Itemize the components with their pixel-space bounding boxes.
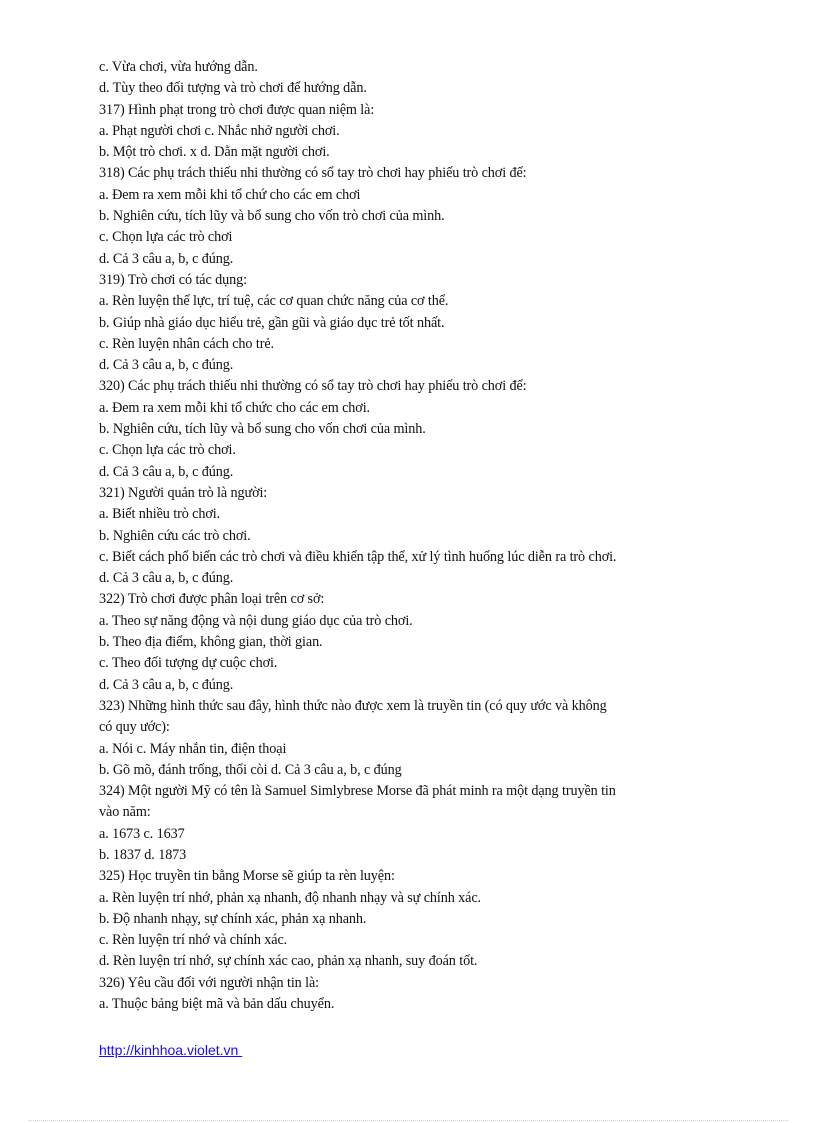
answer-line: b. Độ nhanh nhạy, sự chính xác, phản xạ nhanh.: [99, 910, 367, 927]
text-line: d. Tùy theo đối tượng và trò chơi để hướng dẫn.: [99, 80, 367, 97]
question-line: 320) Các phụ trách thiếu nhi thường có sổ tay trò chơi hay phiếu trò chơi để:: [99, 378, 527, 395]
answer-line: b. Một trò chơi. x d. Dằn mặt người chơi.: [99, 144, 330, 161]
footer-website-link[interactable]: http://kinhhoa.violet.vn: [99, 1042, 243, 1058]
answer-line: d. Cả 3 câu a, b, c đúng.: [99, 250, 234, 267]
answer-line: c. Theo đối tượng dự cuộc chơi.: [99, 655, 278, 672]
answer-line: c. Chọn lựa các trò chơi: [99, 229, 233, 246]
answer-line: b. Nghiên cứu, tích lũy và bổ sung cho vốn trò chơi của mình.: [99, 208, 445, 225]
question-line: 325) Học truyền tin bằng Morse sẽ giúp ta rèn luyện:: [99, 868, 395, 885]
answer-line: a. Nói c. Máy nhắn tin, điện thoại: [99, 740, 287, 757]
page-bottom-divider: [28, 1120, 788, 1121]
question-line: 319) Trò chơi có tác dụng:: [99, 271, 247, 288]
answer-line: a. Biết nhiều trò chơi.: [99, 506, 221, 523]
answer-line: b. Theo địa điểm, không gian, thời gian.: [99, 634, 323, 651]
question-line: 324) Một người Mỹ có tên là Samuel Simlybrese Morse đã phát minh ra một dạng truyền tin: [99, 783, 616, 800]
question-line-continued: có quy ước):: [99, 719, 170, 736]
answer-line: d. Cả 3 câu a, b, c đúng.: [99, 570, 234, 587]
answer-line: b. Nghiên cứu các trò chơi.: [99, 527, 251, 544]
answer-line: b. Nghiên cứu, tích lũy và bổ sung cho vốn chơi của mình.: [99, 421, 426, 438]
answer-line: c. Biết cách phổ biến các trò chơi và điều khiển tập thể, xử lý tình huống lúc diễn ra trò chơi.: [99, 548, 617, 565]
question-line: 323) Những hình thức sau đây, hình thức nào được xem là truyền tin (có quy ước và không: [99, 697, 607, 714]
answer-line: a. Đem ra xem mỗi khi tổ chức cho các em chơi.: [99, 399, 370, 416]
text-line: c. Vừa chơi, vừa hướng dẫn.: [99, 59, 258, 75]
answer-line: d. Rèn luyện trí nhớ, sự chính xác cao, phản xạ nhanh, suy đoán tốt.: [99, 953, 478, 970]
answer-line: d. Cả 3 câu a, b, c đúng.: [99, 357, 234, 374]
answer-line: c. Rèn luyện nhân cách cho trẻ.: [99, 335, 274, 352]
answer-line: c. Chọn lựa các trò chơi.: [99, 442, 236, 459]
answer-line: a. Rèn luyện trí nhớ, phản xạ nhanh, độ nhanh nhạy và sự chính xác.: [99, 889, 482, 906]
answer-line: a. Rèn luyện thể lực, trí tuệ, các cơ quan chức năng của cơ thể.: [99, 293, 449, 310]
answer-line: a. Phạt người chơi c. Nhắc nhở người chơi.: [99, 122, 340, 139]
answer-line: b. Gõ mõ, đánh trống, thổi còi d. Cả 3 câu a, b, c đúng: [99, 761, 402, 778]
answer-line: c. Rèn luyện trí nhớ và chính xác.: [99, 932, 288, 949]
question-line: 321) Người quản trò là người:: [99, 484, 268, 501]
answer-line: b. 1837 d. 1873: [99, 846, 187, 863]
answer-line: d. Cả 3 câu a, b, c đúng.: [99, 463, 234, 480]
question-line: 318) Các phụ trách thiếu nhi thường có sổ tay trò chơi hay phiếu trò chơi để:: [99, 165, 527, 182]
question-line: 322) Trò chơi được phân loại trên cơ sở:: [99, 591, 325, 608]
question-line: 326) Yêu cầu đối với người nhận tin là:: [99, 974, 320, 991]
question-line-continued: vào năm:: [99, 804, 151, 821]
document-body: [99, 57, 711, 1015]
answer-line: a. 1673 c. 1637: [99, 825, 185, 842]
question-line: 317) Hình phạt trong trò chơi được quan niệm là:: [99, 101, 375, 118]
answer-line: a. Theo sự năng động và nội dung giáo dục của trò chơi.: [99, 612, 413, 629]
answer-line: b. Giúp nhà giáo dục hiểu trẻ, gần gũi và giáo dục trẻ tốt nhất.: [99, 314, 445, 331]
answer-line: a. Thuộc bảng biệt mã và bản dấu chuyển.: [99, 996, 335, 1013]
answer-line: a. Đem ra xem mỗi khi tổ chứ cho các em chơi: [99, 186, 361, 203]
answer-line: d. Cả 3 câu a, b, c đúng.: [99, 676, 234, 693]
